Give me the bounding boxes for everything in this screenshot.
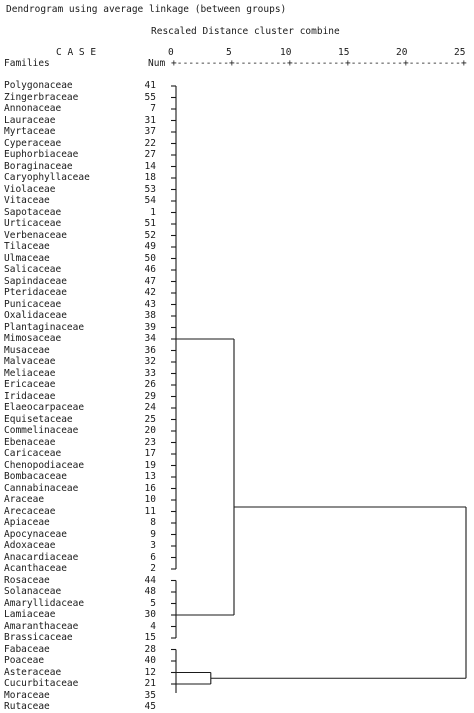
- case-number: 29: [144, 390, 156, 402]
- family-name: Vitaceae: [4, 195, 50, 206]
- family-name: Polygonaceae: [4, 80, 73, 91]
- case-number: 14: [144, 160, 156, 172]
- family-name: Bombacaceae: [4, 471, 67, 482]
- case-number: 42: [144, 287, 156, 298]
- family-name: Iridaceae: [4, 390, 56, 402]
- case-number: 54: [144, 195, 156, 206]
- family-name: Equisetaceae: [4, 413, 73, 425]
- family-name: Chenopodiaceae: [4, 459, 85, 471]
- family-name: Musaceae: [4, 344, 50, 356]
- family-name: Mimosaceae: [4, 333, 62, 344]
- family-name: Fabaceae: [4, 643, 50, 655]
- case-number: 52: [144, 229, 156, 241]
- family-name: Amaryllidaceae: [4, 597, 85, 609]
- family-name: Anacardiaceae: [4, 551, 79, 563]
- case-number: 49: [144, 241, 156, 252]
- family-name: Ebenaceae: [4, 436, 56, 448]
- family-name: Commelinaceae: [4, 425, 79, 436]
- scale-tick-0: 0: [168, 47, 174, 58]
- case-number: 41: [144, 80, 156, 91]
- family-name: Poaceae: [4, 655, 45, 666]
- family-name: Lamiaceae: [4, 609, 56, 620]
- case-number: 23: [144, 436, 156, 448]
- case-number: 44: [144, 574, 156, 586]
- case-number: 21: [144, 678, 156, 689]
- family-name: Myrtaceae: [4, 126, 56, 137]
- case-number: 7: [150, 103, 156, 114]
- family-name: Cannabinaceae: [4, 482, 79, 494]
- case-number: 11: [144, 505, 156, 517]
- family-name: Oxalidaceae: [4, 310, 67, 321]
- family-name: Meliaceae: [4, 367, 56, 379]
- family-name: Tilaceae: [4, 241, 50, 252]
- case-number: 45: [144, 701, 156, 712]
- case-number: 12: [144, 666, 156, 678]
- family-name: Zingerbraceae: [4, 91, 79, 103]
- case-number: 10: [144, 494, 156, 505]
- case-number: 9: [150, 528, 156, 540]
- case-label: C A S E: [56, 47, 97, 58]
- family-name: Rutaceae: [4, 701, 50, 712]
- case-number: 37: [144, 126, 156, 137]
- case-number: 13: [144, 471, 156, 482]
- case-number: 15: [144, 632, 156, 643]
- case-number: 24: [144, 402, 156, 413]
- case-number: 6: [150, 551, 156, 563]
- family-name: Acanthaceae: [4, 563, 67, 574]
- case-number: 4: [150, 620, 156, 632]
- case-number: 36: [144, 344, 156, 356]
- case-number: 35: [144, 689, 156, 701]
- family-name: Ulmaceae: [4, 252, 50, 264]
- family-name: Rosaceae: [4, 574, 50, 586]
- family-name: Malvaceae: [4, 356, 56, 367]
- family-name: Arecaceae: [4, 505, 56, 517]
- scale-tick-15: 15: [338, 47, 350, 58]
- scale-tick-10: 10: [280, 47, 292, 58]
- scale-ruler: +---------+---------+---------+---------+---------+: [171, 58, 467, 69]
- family-name: Apocynaceae: [4, 528, 67, 540]
- scale-tick-20: 20: [396, 47, 408, 58]
- case-number: 27: [144, 149, 156, 160]
- family-name: Brassicaceae: [4, 632, 73, 643]
- family-name: Plantaginaceae: [4, 321, 85, 333]
- family-name: Amaranthaceae: [4, 620, 79, 632]
- case-number: 51: [144, 218, 156, 229]
- case-number: 3: [150, 540, 156, 551]
- family-name: Boraginaceae: [4, 160, 73, 172]
- family-name: Urticaceae: [4, 218, 62, 229]
- family-name: Adoxaceae: [4, 540, 56, 551]
- case-number: 26: [144, 379, 156, 390]
- case-number: 18: [144, 172, 156, 183]
- case-number: 8: [150, 517, 156, 528]
- family-name: Caryophyllaceae: [4, 172, 90, 183]
- case-number: 46: [144, 264, 156, 275]
- family-name: Euphorbiaceae: [4, 149, 79, 160]
- scale-tick-25: 25: [454, 47, 466, 58]
- case-number: 5: [150, 597, 156, 609]
- case-number: 30: [144, 609, 156, 620]
- case-number: 50: [144, 252, 156, 264]
- dendrogram-subtitle: Rescaled Distance cluster combine: [151, 26, 340, 37]
- case-number: 48: [144, 586, 156, 597]
- case-number: 34: [144, 333, 156, 344]
- family-name: Violaceae: [4, 183, 56, 195]
- family-name: Pteridaceae: [4, 287, 67, 298]
- case-number: 1: [150, 206, 156, 218]
- case-number: 55: [144, 91, 156, 103]
- scale-tick-5: 5: [226, 47, 232, 58]
- family-name: Sapotaceae: [4, 206, 62, 218]
- case-number: 47: [144, 275, 156, 287]
- family-name: Asteraceae: [4, 666, 62, 678]
- family-name: Caricaceae: [4, 448, 62, 459]
- case-number: 39: [144, 321, 156, 333]
- case-number: 2: [150, 563, 156, 574]
- num-label: Num: [148, 58, 166, 69]
- family-name: Moraceae: [4, 689, 50, 701]
- family-name: Cucurbitaceae: [4, 678, 79, 689]
- case-number: 28: [144, 643, 156, 655]
- case-number: 40: [144, 655, 156, 666]
- family-name: Apiaceae: [4, 517, 50, 528]
- family-name: Solanaceae: [4, 586, 62, 597]
- case-number: 38: [144, 310, 156, 321]
- family-name: Punicaceae: [4, 298, 62, 310]
- case-number: 32: [144, 356, 156, 367]
- family-name: Sapindaceae: [4, 275, 67, 287]
- family-name: Cyperaceae: [4, 137, 62, 149]
- family-name: Ericaceae: [4, 379, 56, 390]
- case-number: 25: [144, 413, 156, 425]
- family-name: Elaeocarpaceae: [4, 402, 85, 413]
- families-label: Families: [4, 58, 50, 69]
- family-name: Verbenaceae: [4, 229, 67, 241]
- case-number: 19: [144, 459, 156, 471]
- case-number: 16: [144, 482, 156, 494]
- family-name: Annonaceae: [4, 103, 62, 114]
- family-name: Araceae: [4, 494, 45, 505]
- family-name: Salicaceae: [4, 264, 62, 275]
- case-number: 33: [144, 367, 156, 379]
- family-name: Lauraceae: [4, 114, 56, 126]
- case-number: 20: [144, 425, 156, 436]
- case-number: 22: [144, 137, 156, 149]
- case-number: 17: [144, 448, 156, 459]
- case-number: 31: [144, 114, 156, 126]
- case-number: 53: [144, 183, 156, 195]
- case-number: 43: [144, 298, 156, 310]
- dendrogram-title: Dendrogram using average linkage (between groups): [6, 4, 287, 15]
